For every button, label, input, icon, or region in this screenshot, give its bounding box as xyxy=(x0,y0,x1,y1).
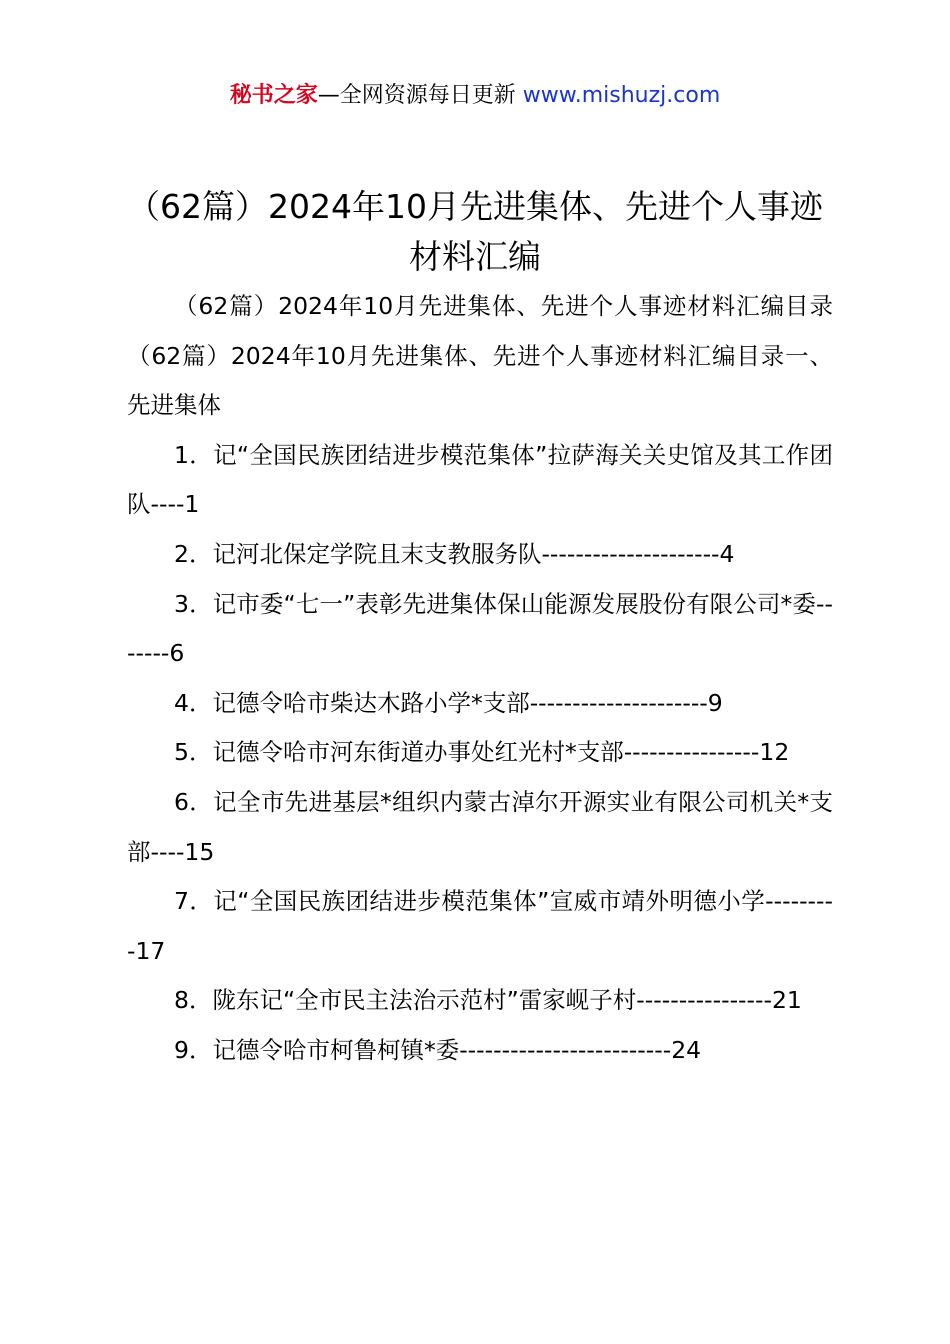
toc-item: 8．陇东记“全市民主法治示范村”雷家岘子村----------------21 xyxy=(174,986,802,1015)
intro-paragraph: （62篇）2024年10月先进集体、先进个人事迹材料汇编目录（62篇）2024年10月先进集体、先进个人事迹材料汇编目录一、先进集体 xyxy=(127,292,833,420)
site-url-link[interactable]: www.mishuzj.com xyxy=(522,83,721,108)
toc-item: 3．记市委“七一”表彰先进集体保山能源发展股份有限公司*委-------6 xyxy=(127,589,833,668)
toc-item: 4．记德令哈市柴达木路小学*支部---------------------9 xyxy=(174,688,723,717)
site-brand: 秘书之家 xyxy=(229,83,318,108)
site-slogan: —全网资源每日更新 xyxy=(317,83,523,108)
toc-item: 9．记德令哈市柯鲁柯镇*委-------------------------24 xyxy=(174,1035,702,1064)
document-title: （62篇）2024年10月先进集体、先进个人事迹材料汇编 xyxy=(127,187,823,276)
toc-item: 2．记河北保定学院且末支教服务队---------------------4 xyxy=(174,539,735,568)
toc-item: 5．记德令哈市河东街道办事处红光村*支部----------------12 xyxy=(174,738,790,767)
document-body xyxy=(127,282,833,1076)
site-header xyxy=(0,80,950,112)
toc-item: 7．记“全国民族团结进步模范集体”宣威市靖外明德小学---------17 xyxy=(127,887,833,965)
toc-item: 1．记“全国民族团结进步模范集体”拉萨海关关史馆及其工作团队----1 xyxy=(127,440,833,519)
toc-item: 6．记全市先进基层*组织内蒙古淖尔开源实业有限公司机关*支部----15 xyxy=(127,787,833,866)
